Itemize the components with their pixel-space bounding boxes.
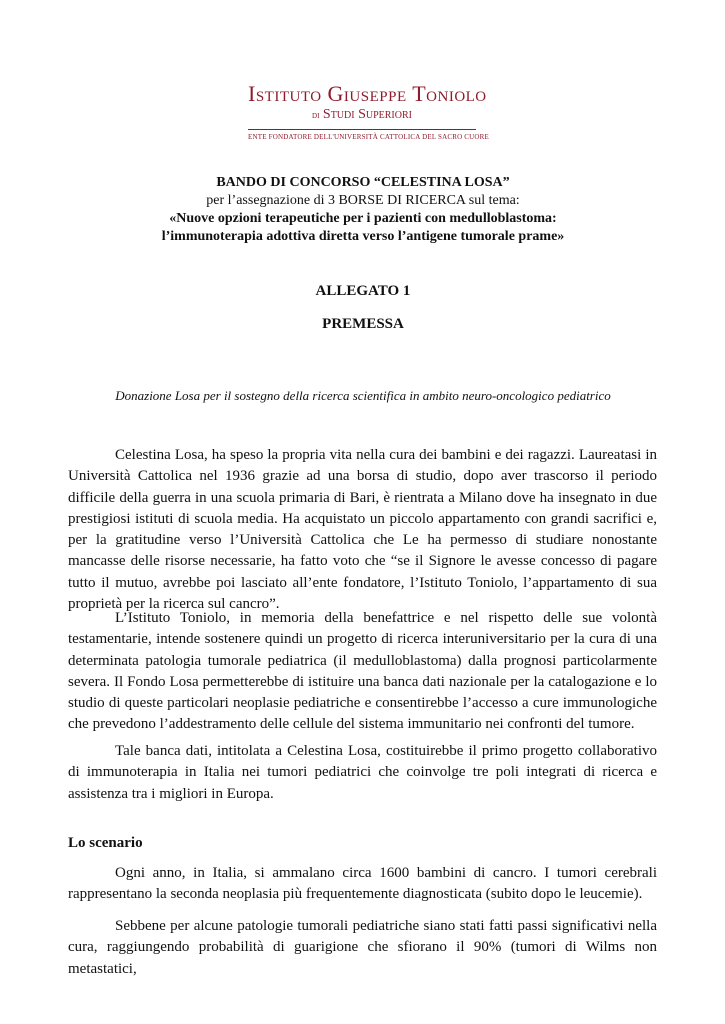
allegato-heading: ALLEGATO 1	[315, 283, 411, 299]
donation-subtitle: Donazione Losa per il sostegno della ricerca scientifica in ambito neuro-oncologico pediatrico	[115, 388, 611, 403]
paragraph-text: Tale banca dati, intitolata a Celestina Losa, costituirebbe il primo progetto collaborativo di immunoterapia in Italia nei tumori pediatrici che coinvolge tre poli integrati di ricerca e assistenza tra i migliori in Europa.	[68, 743, 657, 802]
bando-subtitle: per l’assegnazione di 3 BORSE DI RICERCA sul tema:	[206, 193, 520, 208]
bando-title: BANDO DI CONCORSO “CELESTINA LOSA”	[216, 175, 510, 190]
institute-logo	[248, 81, 489, 141]
bando-topic-line2: l’immunoterapia adottiva diretta verso l’antigene tumorale prame»	[161, 229, 565, 244]
premessa-heading: PREMESSA	[322, 316, 404, 332]
paragraph-text: Sebbene per alcune patologie tumorali pediatriche siano stati fatti passi significativi nella cura, raggiungendo probabilità di guarigione che sfiorano il 90% (tumori di Wilms non metastatici,	[68, 918, 657, 977]
logo-tagline: ENTE FONDATORE DELL'UNIVERSITÀ CATTOLICA DEL SACRO CUORE	[248, 133, 489, 141]
logo-institute-subname	[248, 107, 476, 124]
paragraph-text: Celestina Losa, ha speso la propria vita nella cura dei bambini e dei ragazzi. Laureatasi in Università Cattolica nel 1936 grazie ad una borsa di studio, dopo aver trascorso il periodo difficile della guerra in una scuola primaria di Bari, è rientrata a Milano dove ha insegnato in due prestigiosi istituti di scuola media. Ha acquistato un piccolo appartamento con grandi sacrifici e, per la gratitudine verso l’Università Cattolica che Le ha permesso di studiare nonostante mancasse delle risorse necessarie, ha fatto voto che “se il Signore le avesse concesso di pagare tutto il mutuo, avrebbe poi lasciato all’ente fondatore, l’Istituto Toniolo, l’appartamento di sua proprietà per la ricerca sul cancro”.	[68, 447, 657, 613]
paragraph-text: Ogni anno, in Italia, si ammalano circa 1600 bambini di cancro. I tumori cerebrali rappresentano la seconda neoplasia più frequentemente diagnosticata (subito dopo le leucemie).	[68, 865, 657, 903]
logo-subname-text: Studi Superiori	[322, 107, 412, 122]
bando-topic-line1: «Nuove opzioni terapeutiche per i pazienti con medulloblastoma:	[169, 211, 557, 226]
section-heading-scenario: Lo scenario	[68, 835, 143, 851]
paragraph-istituto	[68, 608, 657, 736]
paragraph-incidence	[68, 863, 657, 906]
paragraph-celestina	[68, 445, 657, 615]
paragraph-text: L’Istituto Toniolo, in memoria della benefattrice e nel rispetto delle sue volontà testamentarie, intende sostenere quindi un progetto di ricerca interuniversitario per la cura di una determinata patologia tumorale pediatrica (il medulloblastoma) dalla prognosi particolarmente severa. Il Fondo Losa permetterebbe di istituire una banca dati nazionale per la catalogazione e lo studio di queste particolari neoplasie pediatriche e consentirebbe l’accesso a cure immunologiche che prevedono l’addestramento delle cellule del sistema immunitario nei confronti del tumore.	[68, 610, 657, 733]
paragraph-progress	[68, 916, 657, 980]
logo-institute-name: Istituto Giuseppe Toniolo	[248, 81, 487, 106]
logo-divider	[248, 129, 476, 130]
logo-prefix: di	[312, 110, 320, 121]
paragraph-banca-dati	[68, 741, 657, 805]
